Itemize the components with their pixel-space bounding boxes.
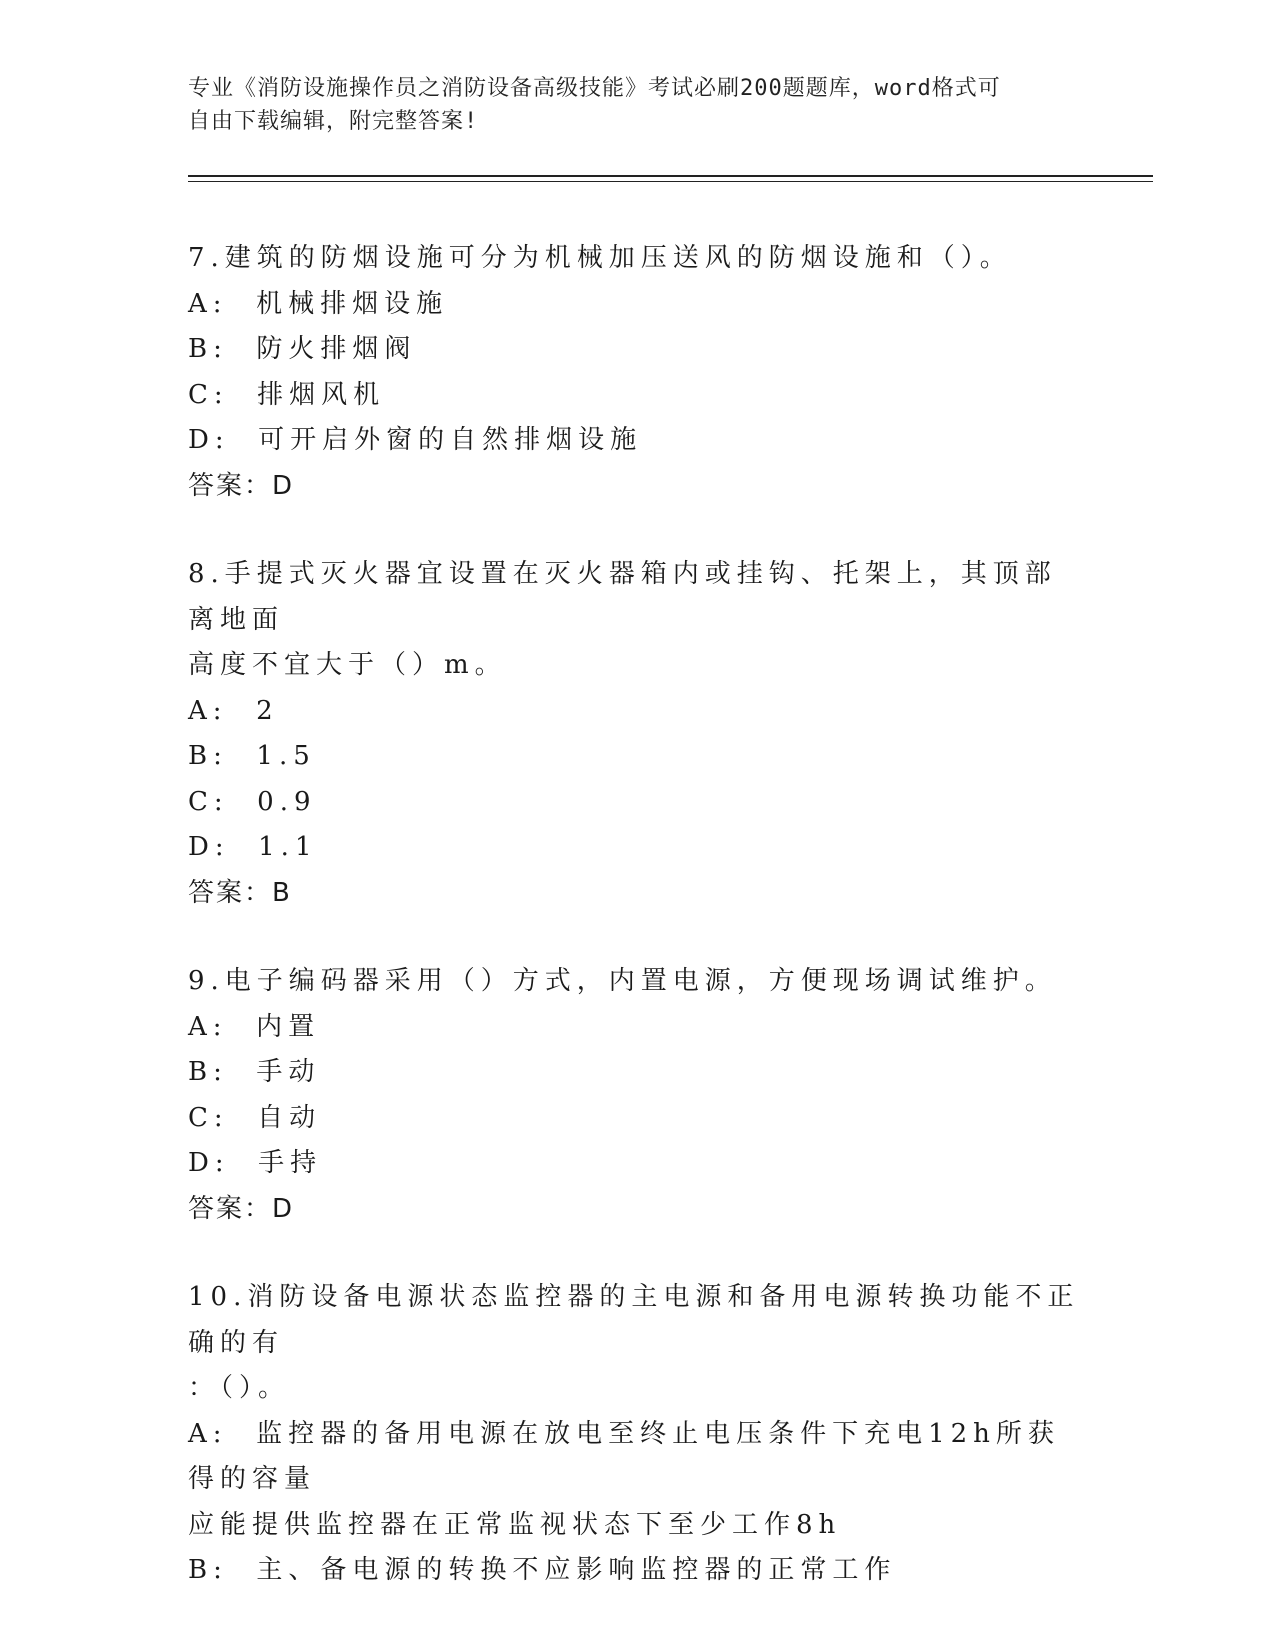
answer-label: 答案：D [188,470,295,501]
option-c: C: 排烟风机 [188,379,386,410]
header-divider-thick [188,175,1153,177]
question-8 [188,552,1088,916]
option-b: B: 主、备电源的转换不应影响监控器的正常工作 [188,1555,897,1585]
question-stem-continued: 高度不宜大于（）m。 [188,650,507,680]
question-9 [188,959,1088,1232]
question-7 [188,236,1088,509]
option-b: B: 防火排烟阀 [188,334,417,364]
answer-label: 答案：B [188,877,292,908]
document-header [188,72,1078,138]
header-line-2: 自由下载编辑，附完整答案! [188,109,479,134]
question-stem: 7.建筑的防烟设施可分为机械加压送风的防烟设施和（）。 [188,243,1012,273]
option-d: D: 可开启外窗的自然排烟设施 [188,425,643,455]
option-a: A: 内置 [188,1011,321,1042]
option-a-continued: 应能提供监控器在正常监视状态下至少工作8h [188,1509,842,1540]
option-b: B: 手动 [188,1057,321,1087]
option-c: C: 自动 [188,1102,322,1133]
question-stem: 9.电子编码器采用（）方式，内置电源，方便现场调试维护。 [188,966,1057,996]
option-a: A: 2 [188,695,279,726]
option-b: B: 1.5 [188,741,316,771]
answer-label: 答案：D [188,1193,295,1224]
option-c: C: 0.9 [188,786,317,817]
question-10 [188,1275,1088,1594]
question-stem: 8.手提式灭火器宜设置在灭火器箱内或挂钩、托架上，其顶部离地面 [188,559,1057,635]
header-line-1: 专业《消防设施操作员之消防设备高级技能》考试必刷200题题库，word格式可 [188,76,1001,101]
option-a: A: 机械排烟设施 [188,288,449,319]
header-divider-thin [188,181,1153,182]
option-d: D: 手持 [188,1148,323,1178]
question-stem-continued: ：（）。 [188,1373,291,1403]
question-stem: 10.消防设备电源状态监控器的主电源和备用电源转换功能不正确的有 [188,1282,1080,1358]
question-list [188,236,1088,1637]
option-a: A: 监控器的备用电源在放电至终止电压条件下充电12h所获得的容量 [188,1418,1060,1494]
option-d: D: 1.1 [188,832,318,862]
